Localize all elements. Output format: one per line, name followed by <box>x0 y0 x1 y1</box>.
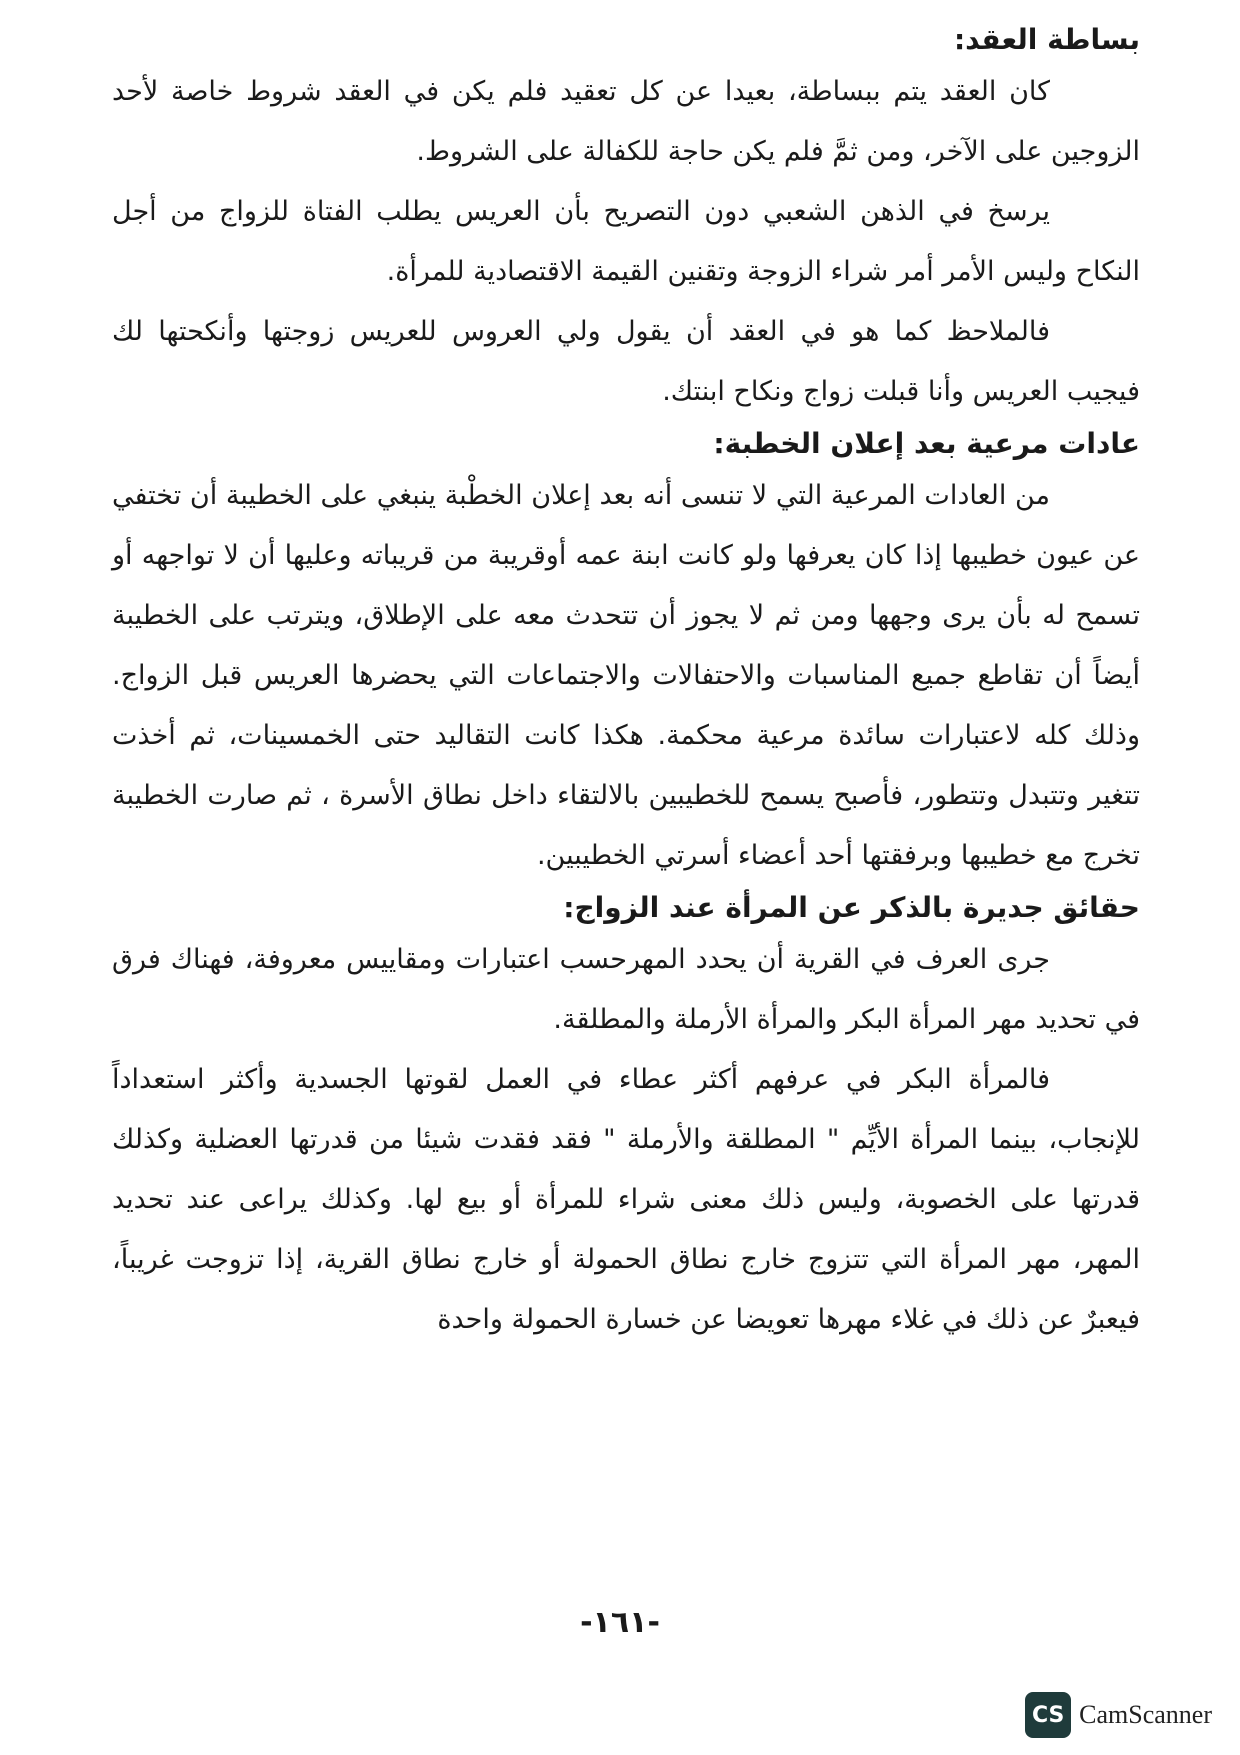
camscanner-text: CamScanner <box>1079 1700 1212 1729</box>
paragraph: جرى العرف في القرية أن يحدد المهرحسب اعتبارات ومقاييس معروفة، فهناك فرق في تحديد مهر المرأة البكر والمرأة الأرملة والمطلقة. <box>112 944 1140 1035</box>
section-heading-contract-simplicity: بساطة العقد: <box>953 23 1140 56</box>
paragraph: فالمرأة البكر في عرفهم أكثر عطاء في العمل لقوتها الجسدية وأكثر استعداداً للإنجاب، بينما المرأة الأيِّم " المطلقة والأرملة " فقد فقدت شيئا من قدرتها العضلية وكذلك قدرتها على الخصوبة، وليس ذلك معنى شراء للمرأة أو بيع لها. وكذلك يراعى عند تحديد المهر، مهر المرأة التي تتزوج خارج نطاق الحمولة أو خارج نطاق القرية، إذا تزوجت غريباً، فيعبرٌ عن ذلك في غلاء مهرها تعويضا عن خسارة الحمولة واحدة <box>112 1064 1140 1335</box>
section-heading-marriage-facts: حقائق جديرة بالذكر عن المرأة عند الزواج: <box>563 891 1140 924</box>
page-number: -١٦١- <box>580 1605 660 1640</box>
camscanner-watermark <box>1025 1692 1212 1738</box>
section-heading-engagement-customs: عادات مرعية بعد إعلان الخطبة: <box>713 427 1140 460</box>
paragraph: يرسخ في الذهن الشعبي دون التصريح بأن العريس يطلب الفتاة للزواج من أجل النكاح وليس الأمر أمر شراء الزوجة وتقنين القيمة الاقتصادية للمرأة. <box>112 196 1140 287</box>
paragraph: فالملاحظ كما هو في العقد أن يقول ولي العروس للعريس زوجتها وأنكحتها لك فيجيب العريس وأنا قبلت زواج ونكاح ابنتك. <box>112 316 1140 407</box>
paragraph: من العادات المرعية التي لا تنسى أنه بعد إعلان الخطْبة ينبغي على الخطيبة أن تختفي عن عيون خطيبها إذا كان يعرفها ولو كانت ابنة عمه أوقريبة من قريباته وعليها أن لا تواجهه أو تسمح له بأن يرى وجهها ومن ثم لا يجوز أن تتحدث معه على الإطلاق، ويترتب على الخطيبة أيضاً أن تقاطع جميع المناسبات والاحتفالات والاجتماعات التي يحضرها العريس قبل الزواج. وذلك كله لاعتبارات سائدة مرعية محكمة. هكذا كانت التقاليد حتى الخمسينات، ثم أخذت تتغير وتتبدل وتتطور، فأصبح يسمح للخطيبين بالالتقاء داخل نطاق الأسرة ، ثم صارت الخطيبة تخرج مع خطيبها وبرفقتها أحد أعضاء أسرتي الخطيبين. <box>112 480 1140 871</box>
camscanner-logo-icon: CS <box>1025 1692 1071 1738</box>
page-body <box>112 18 1140 1350</box>
paragraph: كان العقد يتم ببساطة، بعيدا عن كل تعقيد فلم يكن في العقد شروط خاصة لأحد الزوجين على الآخر، ومن ثمَّ فلم يكن حاجة للكفالة على الشروط. <box>112 76 1140 167</box>
